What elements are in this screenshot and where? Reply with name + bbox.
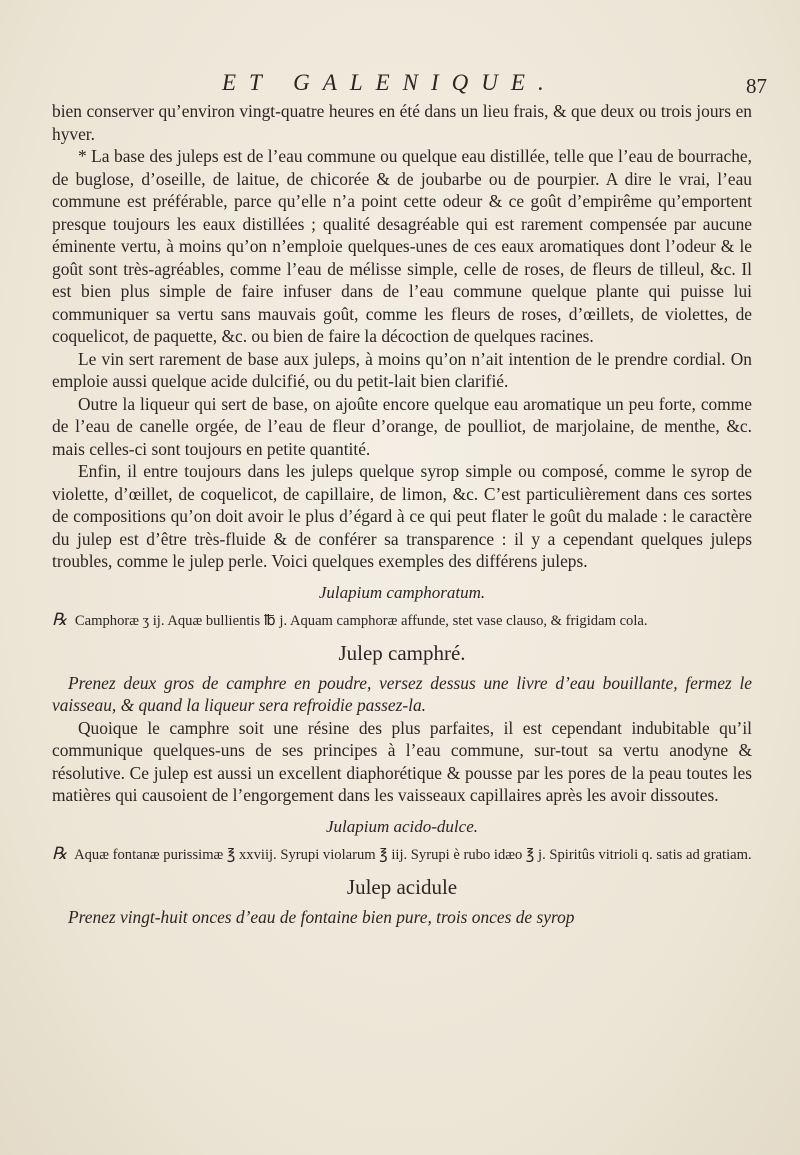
- running-title: ET GALENIQUE.: [222, 70, 557, 95]
- recipe-symbol: ℞: [52, 843, 68, 863]
- recipe-symbol: ℞: [52, 609, 68, 629]
- recipe-prescription-text: Aquæ fontanæ purissimæ ℥ xxviij. Syrupi violarum ℥ iij. Syrupi è rubo idæo ℥ j. Spiritûs vitrioli q. satis ad gratiam.: [74, 846, 752, 863]
- recipe-french-title: Julep camphré.: [338, 640, 466, 665]
- page-number: 87: [746, 74, 767, 98]
- recipe-french-title: Julep acidule: [346, 874, 458, 899]
- recipe-instruction: Prenez deux gros de camphre en poudre, versez dessus une livre d’eau bouillante, fermez le vaisseau, & quand la liqueur sera refroidie passez-la.: [52, 672, 752, 715]
- recipe-prescription: [52, 609, 752, 632]
- paragraph-julep-base: * La base des juleps est de l’eau commune ou quelque eau distillée, telle que l’eau de bourrache, de buglose, d’oseille, de laitue, de chicorée & de joubarbe ou de pourpier. A dire le vrai, l’eau commune est préférable, parce qu’elle n’a point cette odeur & ce goût d’empirême qu’emportent presque toujours les eaux distillées ; qualité desagréable qui est rarement compensée par aucune éminente vertu, à moins qu’on n’emploie quelques-unes de ces eaux aromatiques dont l’odeur & le goût sont très-agréables, comme l’eau de mélisse simple, celle de roses, de fleurs de tilleul, &c. Il est bien plus simple de faire infuser dans de l’eau commune quelque plante qui puisse lui communiquer sa vertu sans mauvais goût, comme les fleurs de roses, d’œillets, de violettes, de coquelicot, de paquette, &c. ou bien de faire la décoction de quelques racines.: [52, 146, 752, 346]
- body-text: [52, 100, 752, 928]
- paragraph-syrup: Enfin, il entre toujours dans les juleps quelque syrop simple ou composé, comme le syrop de violette, d’œillet, de coquelicot, de capillaire, de limon, &c. C’est particulièrement dans ces sortes de compositions qu’on doit avoir le plus d’égard à ce qui peut flater le goût du malade : le caractère du julep est d’être très-fluide & de conférer sa transparence : il y a cependant quelques juleps troubles, comme le julep perle. Voici quelques exemples des différens juleps.: [52, 461, 752, 571]
- recipe-latin-title: Julapium camphoratum.: [318, 582, 486, 602]
- page-header: [0, 70, 800, 100]
- paragraph-liqueur: Outre la liqueur qui sert de base, on ajoûte encore quelque eau aromatique un peu forte, comme de l’eau de canelle orgée, de l’eau de fleur d’orange, de poulliot, de marjolaine, de menthe, &c. mais celles-ci sont toujours en petite quantité.: [52, 393, 752, 459]
- recipe-prescription-text: Camphoræ ʒ ij. Aquæ bullientis ℔ j. Aquam camphoræ affunde, stet vase clauso, & frigidam cola.: [74, 612, 648, 629]
- paragraph-wine: Le vin sert rarement de base aux juleps, à moins qu’on n’ait intention de le prendre cordial. On emploie aussi quelque acide dulcifié, ou du petit-lait bien clarifié.: [52, 348, 752, 391]
- recipe-commentary: Quoique le camphre soit une résine des plus parfaites, il est cependant indubitable qu’il communique quelques-uns de ses principes à l’eau commune, sur-tout sa vertu anodyne & résolutive. Ce julep est aussi un excellent diaphorétique & pousse par les pores de la peau toutes les matières qui causoient de l’engorgement dans les vaisseaux capillaires après les avoir dissoutes.: [52, 717, 752, 805]
- recipe-latin-title: Julapium acido-dulce.: [325, 816, 478, 836]
- paragraph-continuation: bien conserver qu’environ vingt-quatre heures en été dans un lieu frais, & que deux ou trois jours en hyver.: [52, 101, 752, 144]
- recipe-instruction: Prenez vingt-huit onces d’eau de fontaine bien pure, trois onces de syrop: [68, 906, 575, 927]
- recipe-prescription: [52, 843, 752, 866]
